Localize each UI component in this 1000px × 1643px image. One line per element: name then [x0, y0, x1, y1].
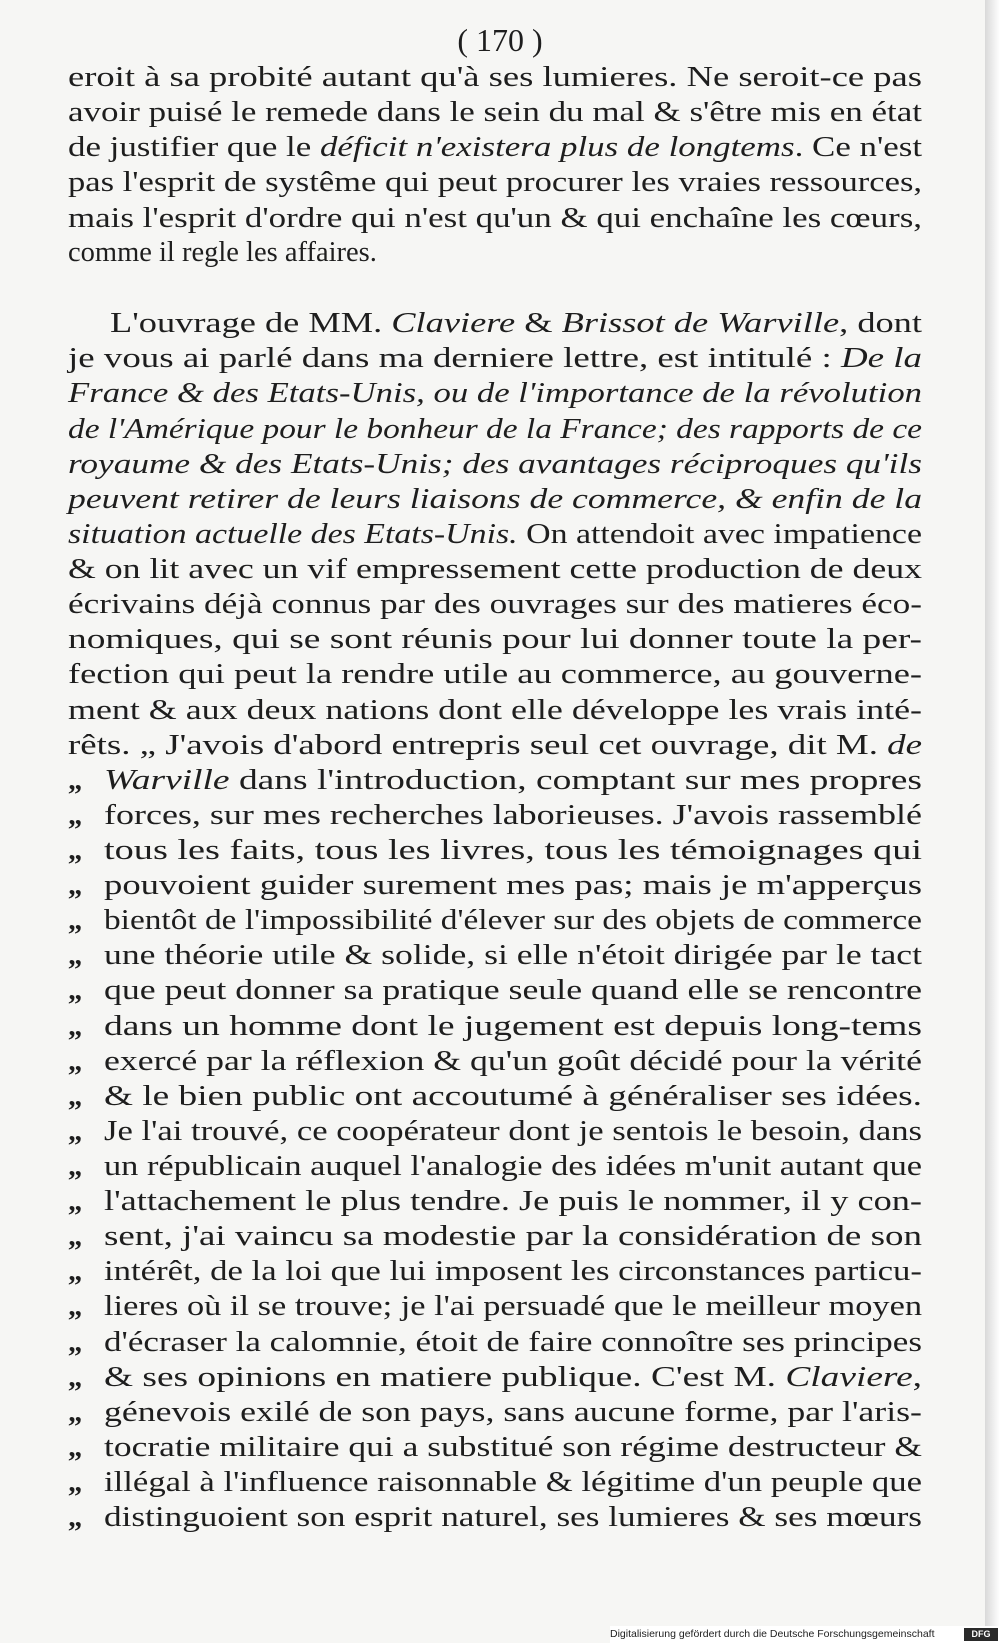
- italic-text: France & des Etats-Unis, ou de l'importance de la révolution: [68, 378, 923, 409]
- line-text: [68, 164, 922, 201]
- text-line: [0, 1499, 1000, 1536]
- line-text: [104, 1218, 922, 1255]
- text-segment: illégal à l'influence raisonnable & légitime d'un peuple que: [104, 1467, 923, 1498]
- text-line: [0, 340, 1000, 377]
- text-segment: nomiques, qui se sont réunis pour lui donner toute la per-: [68, 624, 922, 655]
- text-line: [0, 1324, 1000, 1361]
- italic-text: situation actuelle des Etats-Unis.: [68, 519, 518, 550]
- italic-text: de: [887, 730, 922, 761]
- text-line: [0, 305, 1000, 342]
- line-text: [104, 797, 922, 834]
- line-text: [68, 375, 922, 412]
- text-line: [0, 797, 1000, 834]
- italic-text: De la: [840, 343, 922, 374]
- text-segment: bientôt de l'impossibilité d'élever sur des objets de commerce: [104, 905, 922, 936]
- text-segment: eroit à sa probité autant qu'à ses lumieres. Ne seroit-ce pas: [68, 62, 922, 93]
- text-segment: mais l'esprit d'ordre qui n'est qu'un & qui enchaîne les cœurs,: [68, 203, 923, 234]
- text-line: [0, 551, 1000, 588]
- quote-mark: „: [68, 1327, 83, 1358]
- italic-text: déficit n'existera plus de longtems: [319, 132, 795, 163]
- text-line: [0, 1008, 1000, 1045]
- quote-mark: „: [68, 905, 83, 936]
- quote-mark: „: [68, 1467, 83, 1498]
- text-line: [0, 1429, 1000, 1466]
- text-segment: je vous ai parlé dans ma derniere lettre, est intitulé :: [68, 343, 841, 374]
- text-line: [0, 411, 1000, 448]
- text-segment: Je l'ai trouvé, ce coopérateur dont je sentois le besoin, dans: [104, 1116, 923, 1147]
- quote-mark: „: [68, 975, 83, 1006]
- page-edge: [985, 0, 1000, 1630]
- line-text: [68, 481, 922, 518]
- text-line: [0, 1113, 1000, 1150]
- text-segment: génevois exilé de son pays, sans aucune forme, par l'aris-: [104, 1397, 922, 1428]
- text-line: [0, 1253, 1000, 1290]
- line-text: [68, 621, 922, 658]
- text-segment: que peut donner sa pratique seule quand elle se rencontre: [104, 975, 923, 1006]
- line-text: [104, 1288, 922, 1325]
- italic-text: peuvent retirer de leurs liaisons de commerce, & enfin de la: [68, 484, 923, 515]
- text-line: [0, 375, 1000, 412]
- line-text: [68, 446, 922, 483]
- dfg-logo: DFG: [964, 1628, 998, 1641]
- line-text: [104, 1324, 922, 1361]
- quote-mark: „: [68, 1362, 83, 1393]
- line-text: [68, 129, 922, 166]
- line-text: [104, 867, 922, 904]
- text-line: [0, 867, 1000, 904]
- quote-mark: „: [68, 870, 83, 901]
- text-line: [0, 164, 1000, 201]
- text-segment: forces, sur mes recherches laborieuses. J'avois rassemblé: [104, 800, 922, 831]
- quote-mark: „: [68, 800, 83, 831]
- line-text: [68, 411, 922, 448]
- italic-text: Brissot de Warville: [561, 308, 840, 339]
- page-number: ( 170 ): [457, 22, 543, 58]
- line-text: [68, 94, 922, 131]
- text-segment: & le bien public ont accoutumé à généraliser ses idées.: [104, 1081, 923, 1112]
- text-line: [0, 1359, 1000, 1396]
- line-text: [68, 200, 922, 237]
- line-text: [104, 1113, 922, 1150]
- text-segment: comme il regle les affaires.: [68, 237, 377, 268]
- text-line: [0, 1043, 1000, 1080]
- text-segment: rêts. „ J'avois d'abord entrepris seul cet ouvrage, dit M.: [68, 730, 888, 761]
- quote-mark: „: [68, 940, 83, 971]
- text-segment: . Ce n'est: [794, 132, 923, 163]
- quote-mark: „: [68, 1011, 83, 1042]
- text-segment: & on lit avec un vif empressement cette production de deux: [68, 554, 922, 585]
- line-text: [104, 1148, 922, 1185]
- line-text: [68, 516, 922, 553]
- text-line: [0, 446, 1000, 483]
- text-line: [0, 692, 1000, 729]
- text-line: [0, 937, 1000, 974]
- line-text: [104, 1359, 922, 1396]
- italic-text: Claviere: [785, 1362, 913, 1393]
- quote-mark: „: [68, 765, 83, 796]
- quote-mark: „: [68, 1432, 83, 1463]
- text-segment: avoir puisé le remede dans le sein du mal & s'être mis en état: [68, 97, 922, 128]
- text-segment: dans l'introduction, comptant sur mes propres: [229, 765, 922, 796]
- text-segment: une théorie utile & solide, si elle n'étoit dirigée par le tact: [104, 940, 923, 971]
- line-text: [104, 902, 922, 939]
- quote-mark: „: [68, 1291, 83, 1322]
- text-segment: sent, j'ai vaincu sa modestie par la considération de son: [104, 1221, 922, 1252]
- text-line: [0, 129, 1000, 166]
- text-line: [0, 1394, 1000, 1431]
- text-line: [0, 1183, 1000, 1220]
- line-text: [68, 586, 922, 623]
- digitization-footer: [610, 1626, 1000, 1643]
- quote-mark: „: [68, 1046, 83, 1077]
- line-text: [104, 937, 922, 974]
- line-text: [68, 551, 922, 588]
- text-line: [0, 94, 1000, 131]
- line-text: [104, 1253, 922, 1290]
- text-line: [0, 234, 1000, 271]
- line-text: [104, 1183, 922, 1220]
- text-segment: pas l'esprit de systême qui peut procurer les vraies ressources,: [68, 167, 923, 198]
- text-segment: , dont: [839, 308, 922, 339]
- text-line: [0, 586, 1000, 623]
- text-segment: de justifier que le: [68, 132, 320, 163]
- text-segment: pouvoient guider surement mes pas; mais je m'apperçus: [104, 870, 923, 901]
- line-text: [104, 1394, 922, 1431]
- line-text: [104, 972, 922, 1009]
- text-line: [0, 832, 1000, 869]
- text-line: [0, 972, 1000, 1009]
- text-segment: L'ouvrage de MM.: [110, 308, 392, 339]
- text-segment: &: [515, 308, 562, 339]
- text-line: [0, 1148, 1000, 1185]
- text-segment: d'écraser la calomnie, étoit de faire connoître ses principes: [104, 1327, 922, 1358]
- text-segment: un républicain auquel l'analogie des idées m'unit autant que: [104, 1151, 923, 1182]
- text-segment: distinguoient son esprit naturel, ses lumieres & ses mœurs: [104, 1502, 922, 1533]
- text-line: [0, 1078, 1000, 1115]
- line-text: [104, 1499, 922, 1536]
- line-text: [68, 692, 922, 729]
- quote-mark: „: [68, 1116, 83, 1147]
- italic-text: Warville: [104, 765, 230, 796]
- quote-mark: „: [68, 1186, 83, 1217]
- text-line: [0, 762, 1000, 799]
- italic-text: Claviere: [391, 308, 516, 339]
- text-line: [0, 200, 1000, 237]
- text-segment: ,: [912, 1362, 923, 1393]
- text-line: [0, 1218, 1000, 1255]
- quote-mark: „: [68, 1221, 83, 1252]
- line-text: [104, 1008, 922, 1045]
- text-segment: On attendoit avec impatience: [517, 519, 922, 550]
- line-text: [104, 1078, 922, 1115]
- line-text: [68, 59, 922, 96]
- quote-mark: „: [68, 1256, 83, 1287]
- text-line: [0, 621, 1000, 658]
- quote-mark: „: [68, 1151, 83, 1182]
- text-line: [0, 727, 1000, 764]
- italic-text: de l'Amérique pour le bonheur de la France; des rapports de ce: [68, 414, 923, 445]
- line-text: [68, 234, 377, 271]
- footer-credit: Digitalisierung gefördert durch die Deutsche Forschungsgemeinschaft: [610, 1628, 935, 1640]
- text-segment: écrivains déjà connus par des ouvrages sur des matieres éco-: [68, 589, 922, 620]
- text-segment: exercé par la réflexion & qu'un goût décidé pour la vérité: [104, 1046, 922, 1077]
- text-line: [0, 516, 1000, 553]
- line-text: [104, 1464, 922, 1501]
- text-line: [0, 1288, 1000, 1325]
- text-line: [0, 1464, 1000, 1501]
- text-segment: dans un homme dont le jugement est depuis long-tems: [104, 1011, 922, 1042]
- text-segment: tous les faits, tous les livres, tous les témoignages qui: [104, 835, 923, 866]
- text-segment: lieres où il se trouve; je l'ai persuadé que le meilleur moyen: [104, 1291, 923, 1322]
- line-text: [68, 340, 922, 377]
- line-text: [104, 1429, 922, 1466]
- text-segment: l'attachement le plus tendre. Je puis le nommer, il y con-: [104, 1186, 923, 1217]
- text-segment: tocratie militaire qui a substitué son régime destructeur &: [104, 1432, 922, 1463]
- text-line: [0, 481, 1000, 518]
- line-text: [68, 656, 922, 693]
- text-segment: & ses opinions en matiere publique. C'est M.: [104, 1362, 786, 1393]
- italic-text: royaume & des Etats-Unis; des avantages réciproques qu'ils: [68, 449, 922, 480]
- line-text: [104, 762, 922, 799]
- quote-mark: „: [68, 1081, 83, 1112]
- quote-mark: „: [68, 1502, 83, 1533]
- text-line: [0, 902, 1000, 939]
- text-segment: ment & aux deux nations dont elle développe les vrais inté-: [68, 695, 922, 726]
- text-line: [0, 656, 1000, 693]
- line-text: [110, 305, 922, 342]
- line-text: [68, 727, 922, 764]
- text-line: [0, 59, 1000, 96]
- text-segment: intérêt, de la loi que lui imposent les circonstances particu-: [104, 1256, 922, 1287]
- line-text: [104, 1043, 922, 1080]
- quote-mark: „: [68, 835, 83, 866]
- quote-mark: „: [68, 1397, 83, 1428]
- line-text: [104, 832, 922, 869]
- text-segment: fection qui peut la rendre utile au commerce, au gouverne-: [68, 659, 923, 690]
